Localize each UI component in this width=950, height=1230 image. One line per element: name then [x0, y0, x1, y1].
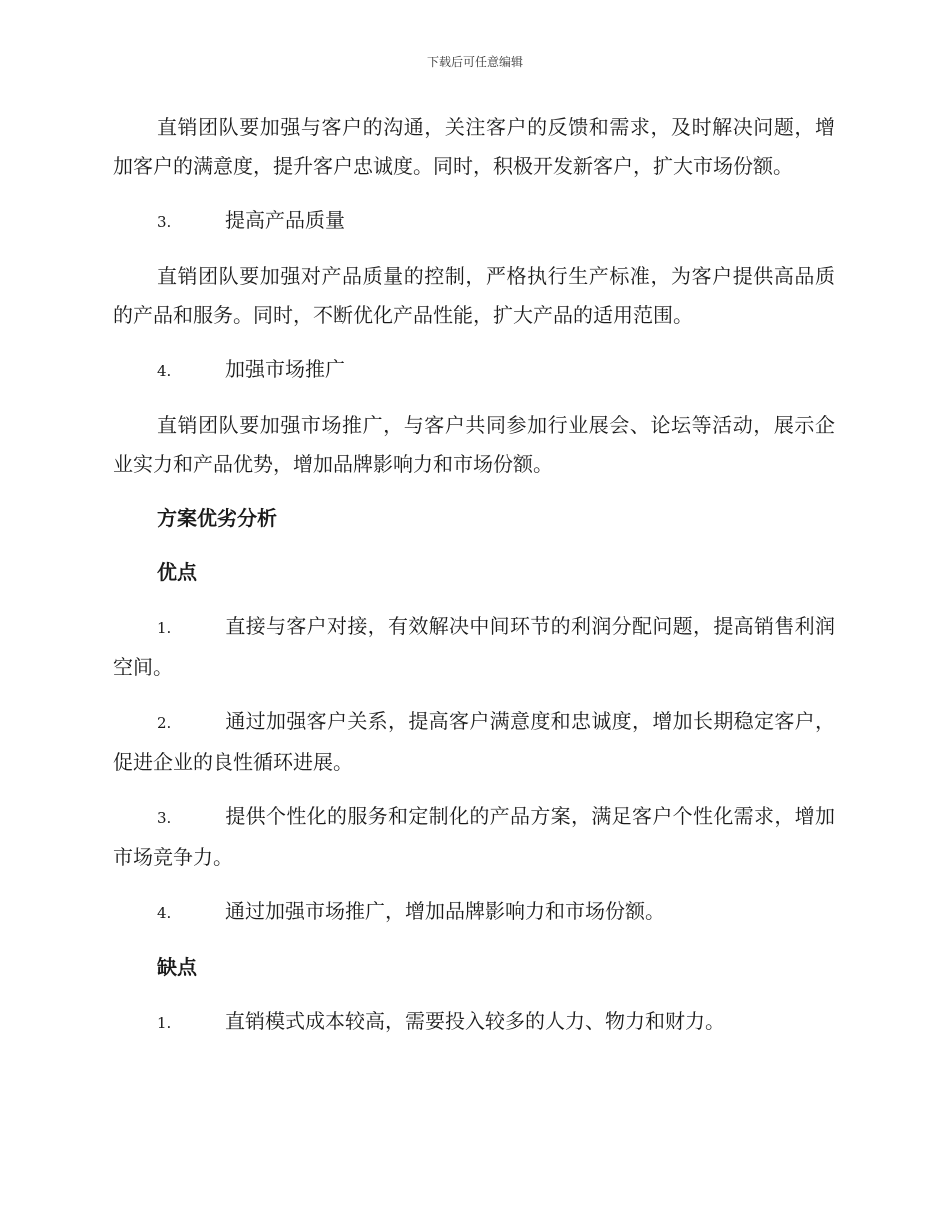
section-heading-analysis: 方案优劣分析: [157, 506, 277, 530]
section-heading-advantages: 优点: [157, 560, 197, 584]
list-item-number: 2.: [157, 714, 172, 732]
list-item-number: 4.: [157, 904, 172, 922]
list-item-number: 3.: [157, 213, 172, 231]
list-item-number: 1.: [157, 619, 172, 637]
list-item-text: 通过加强市场推广，增加品牌影响力和市场份额。: [225, 899, 665, 923]
list-item-number: 3.: [157, 809, 172, 827]
list-item-advantage-1: [113, 607, 835, 687]
list-item-disadvantage-1: [113, 1002, 835, 1043]
list-item-text: 直接与客户对接，有效解决中间环节的利润分配问题，提高销售利润空间。: [113, 614, 835, 679]
list-item-improve-quality: [113, 201, 835, 242]
list-item-advantage-4: [113, 892, 835, 933]
list-item-text: 直销模式成本较高，需要投入较多的人力、物力和财力。: [225, 1009, 725, 1033]
list-item-number: 1.: [157, 1014, 172, 1032]
list-item-text: 提高产品质量: [225, 208, 345, 232]
list-item-text: 加强市场推广: [225, 357, 345, 381]
list-item-number: 4.: [157, 362, 172, 380]
list-item-advantage-2: [113, 702, 835, 782]
paragraph-market-promotion: 直销团队要加强市场推广，与客户共同参加行业展会、论坛等活动，展示企业实力和产品优势，增加品牌影响力和市场份额。: [113, 413, 835, 476]
document-body: [113, 108, 835, 1058]
section-heading-disadvantages: 缺点: [157, 955, 197, 979]
list-item-advantage-3: [113, 797, 835, 877]
paragraph-product-quality: 直销团队要加强对产品质量的控制，严格执行生产标准，为客户提供高品质的产品和服务。同时，不断优化产品性能，扩大产品的适用范围。: [113, 264, 835, 327]
list-item-text: 提供个性化的服务和定制化的产品方案，满足客户个性化需求，增加市场竞争力。: [113, 804, 835, 869]
list-item-market-promotion: [113, 350, 835, 391]
list-item-text: 通过加强客户关系，提高客户满意度和忠诚度，增加长期稳定客户，促进企业的良性循环进展。: [113, 709, 835, 774]
header-note: 下载后可任意编辑: [426, 55, 523, 69]
paragraph-customer-communication: 直销团队要加强与客户的沟通，关注客户的反馈和需求，及时解决问题，增加客户的满意度，提升客户忠诚度。同时，积极开发新客户，扩大市场份额。: [113, 115, 835, 178]
